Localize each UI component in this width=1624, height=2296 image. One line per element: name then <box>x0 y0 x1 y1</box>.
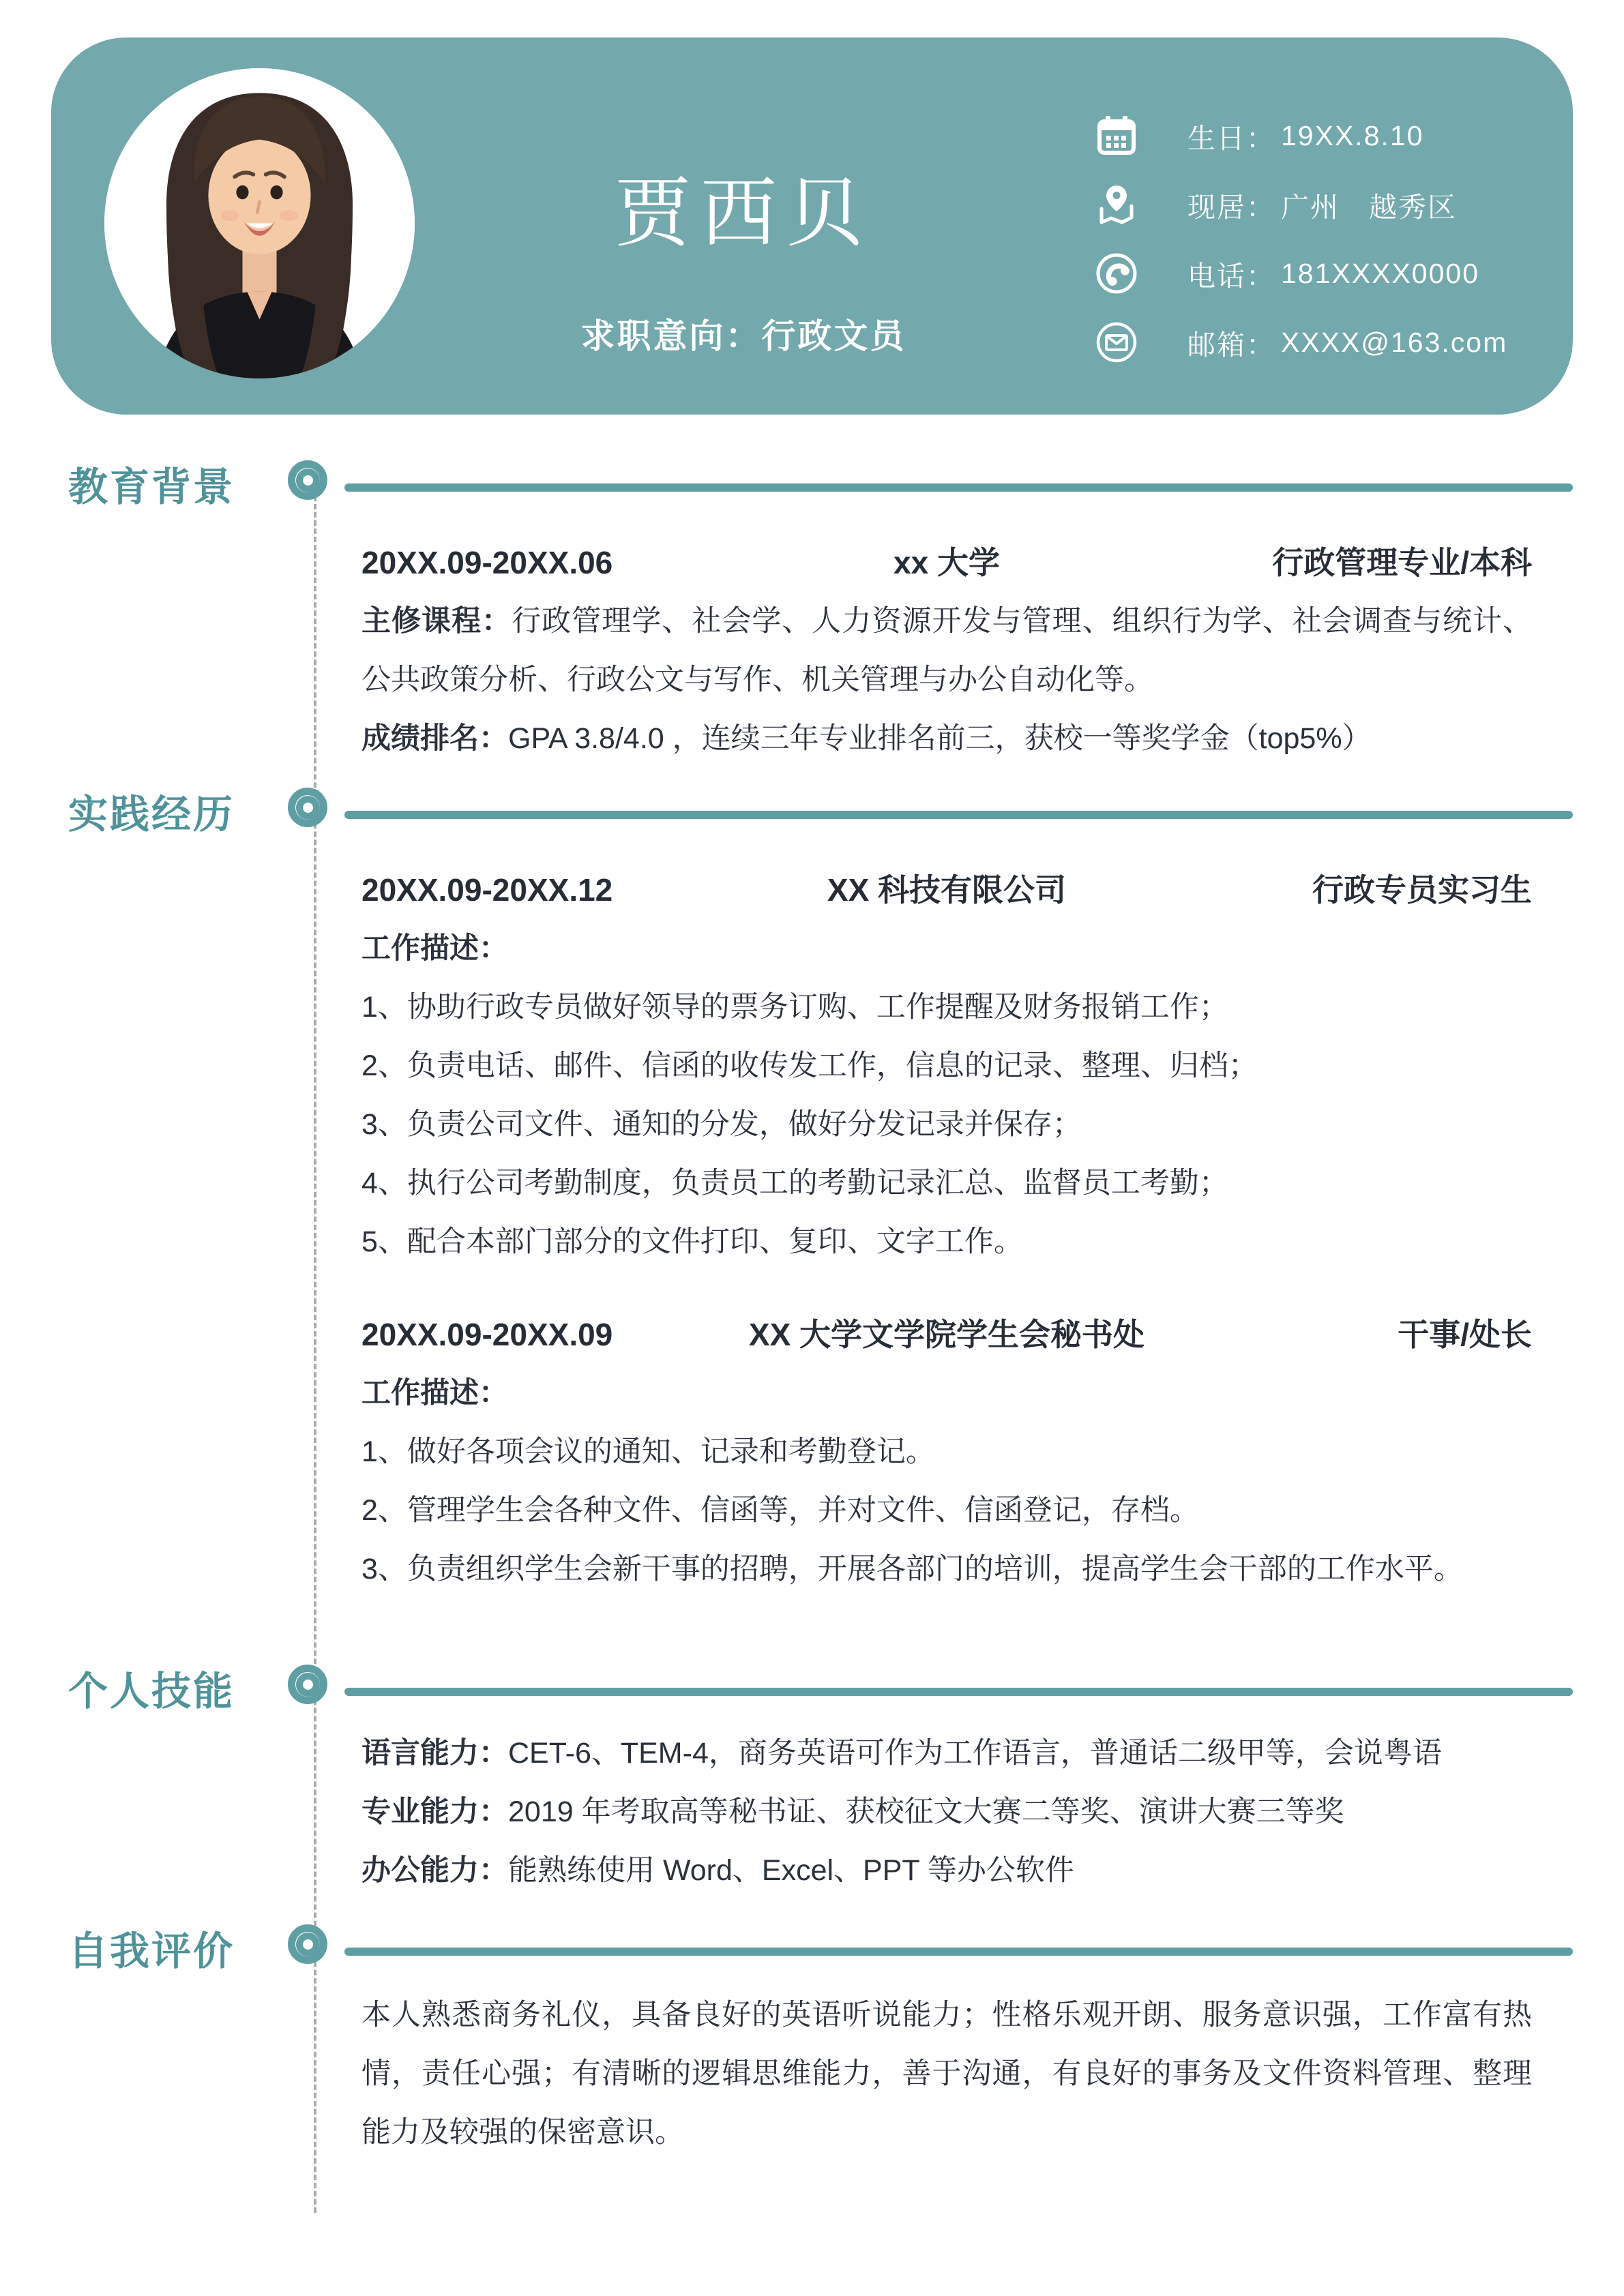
skill-label: 专业能力： <box>361 1795 508 1828</box>
section-marker-skills <box>288 1665 327 1704</box>
contact-value: 19XX.8.10 <box>1281 119 1424 151</box>
skill-professional <box>361 1783 1532 1841</box>
section-title-practice: 实践经历 <box>68 792 235 837</box>
profile-photo <box>104 68 415 378</box>
section-title-education: 教育背景 <box>68 465 235 509</box>
practice-content <box>361 861 1532 1598</box>
contact-email <box>1095 320 1507 364</box>
section-marker-evaluation <box>288 1924 327 1964</box>
education-date: 20XX.09-20XX.06 <box>361 545 613 580</box>
education-heading-row <box>361 533 1532 592</box>
section-line-skills <box>344 1688 1573 1696</box>
desc-label-text: 工作描述： <box>361 1377 508 1410</box>
calendar-icon <box>1095 114 1138 158</box>
practice-entry-2 <box>361 1305 1532 1598</box>
contact-label: 电话： <box>1187 260 1275 292</box>
practice-item: 5、配合本部门部分的文件打印、复印、文字工作。 <box>361 1225 1023 1258</box>
practice-item: 4、执行公司考勤制度，负责员工的考勤记录汇总、监督员工考勤； <box>361 1167 1228 1199</box>
education-courses-label: 主修课程： <box>361 605 512 638</box>
skill-office <box>361 1841 1532 1900</box>
education-rank <box>361 709 1532 768</box>
practice-item: 1、协助行政专员做好领导的票务订购、工作提醒及财务报销工作； <box>361 991 1228 1024</box>
practice-item: 3、负责组织学生会新干事的招聘，开展各部门的培训，提高学生会干部的工作水平。 <box>361 1553 1463 1585</box>
skill-text: 2019 年考取高等秘书证、获校征文大赛二等奖、演讲大赛三等奖 <box>508 1795 1344 1828</box>
section-line-education <box>344 483 1573 492</box>
header-banner <box>51 38 1573 415</box>
phone-icon <box>1095 252 1138 295</box>
email-icon <box>1095 320 1138 364</box>
practice-date: 20XX.09-20XX.09 <box>361 1317 613 1352</box>
contact-birthday <box>1095 114 1507 158</box>
contact-value: 广州 越秀区 <box>1281 191 1457 223</box>
practice-item: 1、做好各项会议的通知、记录和考勤登记。 <box>361 1435 935 1468</box>
practice-entry-1 <box>361 861 1532 1271</box>
practice-entry-heading <box>361 861 1532 919</box>
candidate-name: 贾西贝 <box>615 170 872 256</box>
contact-label: 生日： <box>1187 122 1275 154</box>
skill-text: CET-6、TEM-4，商务英语可作为工作语言，普通话二级甲等，会说粤语 <box>508 1737 1442 1770</box>
section-marker-practice <box>288 788 327 827</box>
skills-content <box>361 1724 1532 1900</box>
contact-list <box>1095 114 1507 389</box>
contact-location <box>1095 183 1507 226</box>
education-rank-label: 成绩排名： <box>361 722 508 755</box>
contact-value: 181XXXX0000 <box>1281 257 1480 289</box>
practice-item: 2、负责电话、邮件、信函的收传发工作，信息的记录、整理、归档； <box>361 1049 1258 1082</box>
desc-label-text: 工作描述： <box>361 932 508 965</box>
practice-desc-label <box>361 1364 1532 1422</box>
location-icon <box>1095 183 1138 226</box>
skill-text: 能熟练使用 Word、Excel、PPT 等办公软件 <box>508 1854 1074 1887</box>
education-school: xx 大学 <box>894 545 1000 580</box>
skill-label: 办公能力： <box>361 1854 508 1887</box>
contact-label: 邮箱： <box>1187 329 1275 361</box>
education-courses-text: 行政管理学、社会学、人力资源开发与管理、组织行为学、社会调查与统计、公共政策分析、行政公文与写作、机关管理与办公自动化等。 <box>361 605 1533 696</box>
practice-item: 3、负责公司文件、通知的分发，做好分发记录并保存； <box>361 1108 1082 1141</box>
contact-phone <box>1095 252 1507 295</box>
practice-item: 2、管理学生会各种文件、信函等，并对文件、信函登记，存档。 <box>361 1494 1199 1527</box>
contact-label: 现居： <box>1187 191 1275 223</box>
education-content <box>361 533 1532 768</box>
practice-entry-heading <box>361 1305 1532 1364</box>
contact-value: XXXX@163.com <box>1281 326 1508 358</box>
portrait-illustration <box>104 68 415 378</box>
header-identity <box>552 38 934 415</box>
evaluation-content <box>361 1986 1532 2162</box>
skill-language <box>361 1724 1532 1783</box>
job-intention: 求职意向：行政文员 <box>580 317 906 355</box>
practice-date: 20XX.09-20XX.12 <box>361 872 613 908</box>
education-major: 行政管理专业/本科 <box>1272 545 1532 580</box>
evaluation-text: 本人熟悉商务礼仪，具备良好的英语听说能力；性格乐观开朗、服务意识强，工作富有热情，责任心强；有清晰的逻辑思维能力，善于沟通，有良好的事务及文件资料管理、整理能力及较强的保密意识。 <box>361 1999 1532 2149</box>
practice-desc-label <box>361 919 1532 978</box>
practice-org: XX 大学文学院学生会秘书处 <box>748 1317 1145 1352</box>
practice-org: XX 科技有限公司 <box>827 872 1067 908</box>
section-title-evaluation: 自我评价 <box>68 1929 235 1973</box>
section-title-skills: 个人技能 <box>68 1669 235 1714</box>
section-marker-education <box>288 460 327 500</box>
education-rank-text: GPA 3.8/4.0 ，连续三年专业排名前三，获校一等奖学金（top5%） <box>508 722 1372 755</box>
section-line-practice <box>344 811 1573 819</box>
education-courses <box>361 592 1532 709</box>
practice-role: 干事/处长 <box>1398 1317 1532 1352</box>
practice-role: 行政专员实习生 <box>1312 872 1532 908</box>
skill-label: 语言能力： <box>361 1737 508 1770</box>
section-line-evaluation <box>344 1948 1573 1956</box>
